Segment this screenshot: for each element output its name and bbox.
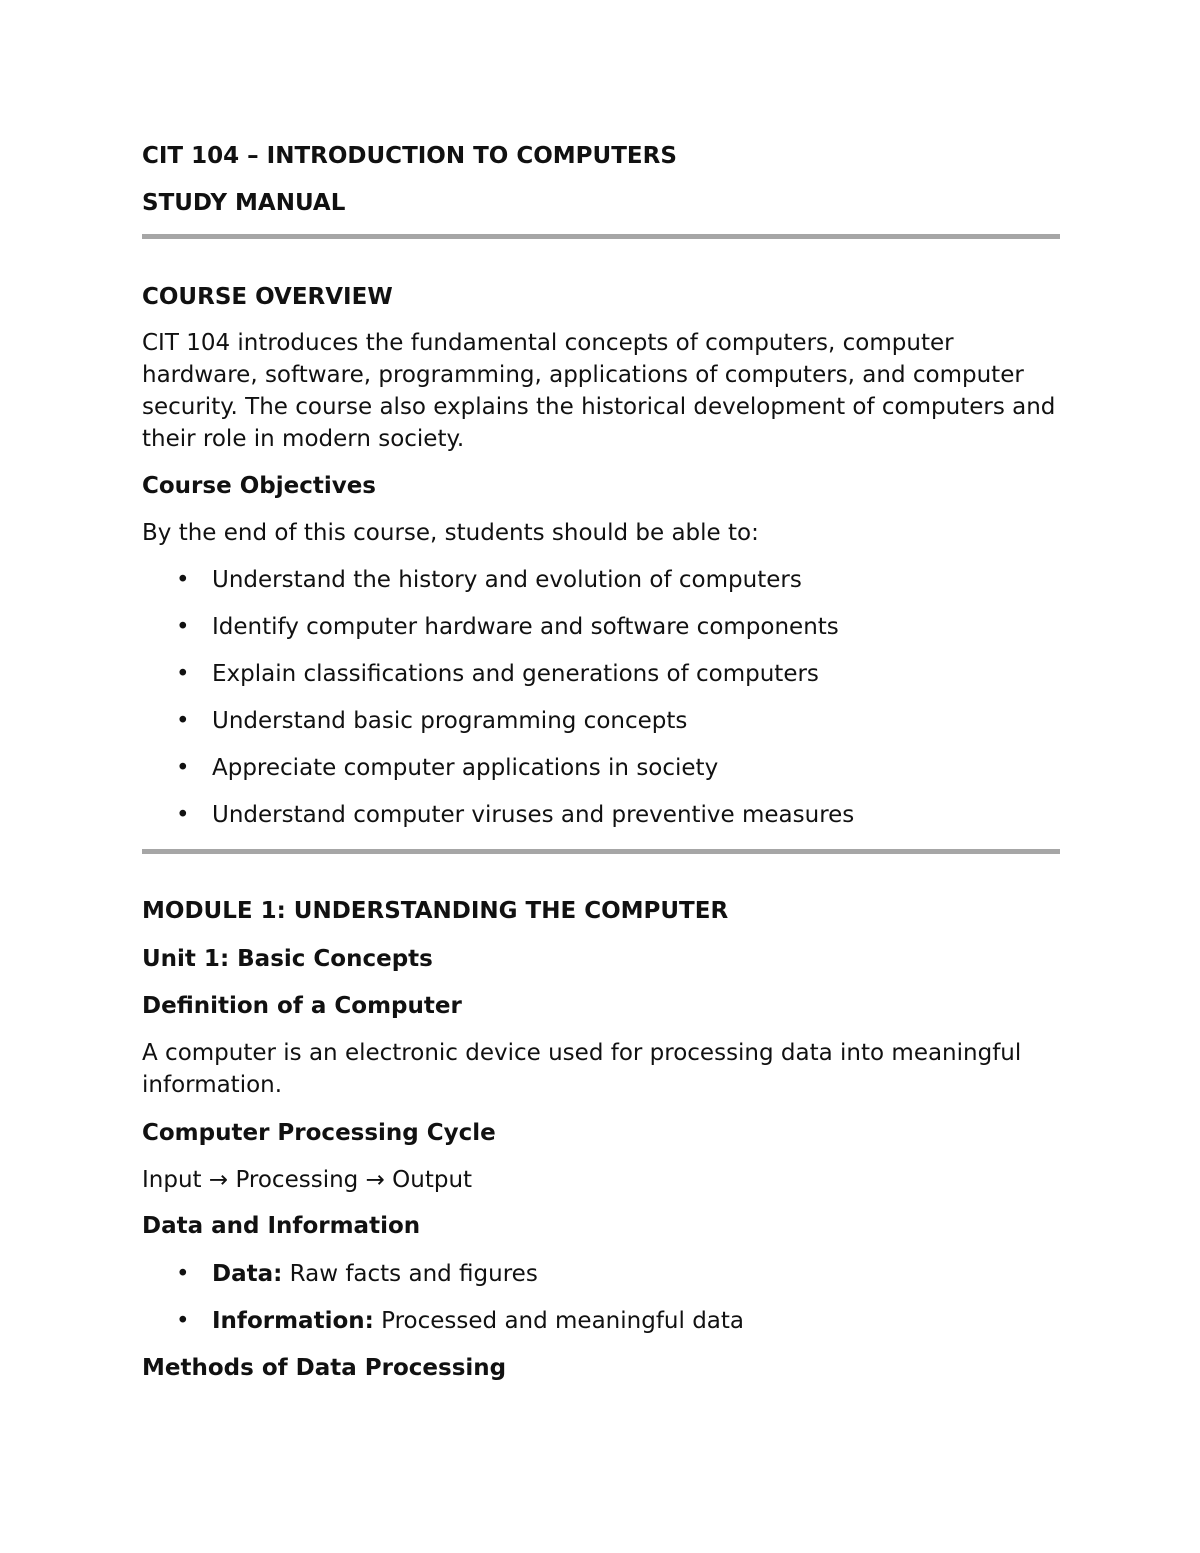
bullet-icon: • xyxy=(176,708,190,734)
definition-text: A computer is an electronic device used for processing data into meaningful information. xyxy=(142,1040,1022,1098)
divider-middle xyxy=(142,849,1060,854)
list-item: • Information: Processed and meaningful data xyxy=(142,1305,1060,1337)
term-data: Data: xyxy=(212,1261,283,1287)
data-info-heading: Data and Information xyxy=(142,1213,421,1239)
list-item: • Understand basic programming concepts xyxy=(142,705,1060,737)
list-item: • Understand the history and evolution of computers xyxy=(142,564,1060,596)
bullet-icon: • xyxy=(176,1308,190,1334)
objectives-list xyxy=(142,564,1060,831)
list-item: • Explain classifications and generations of computers xyxy=(142,658,1060,690)
divider-top xyxy=(142,234,1060,239)
definition-heading: Definition of a Computer xyxy=(142,993,462,1019)
overview-paragraph: CIT 104 introduces the fundamental concepts of computers, computer hardware, software, programming, applications of computers, and computer security. The course also explains the historical development of computers and their role in modern society. xyxy=(142,330,1056,452)
cycle-text: Input → Processing → Output xyxy=(142,1167,473,1193)
document-subtitle: STUDY MANUAL xyxy=(142,190,346,216)
objectives-intro: By the end of this course, students should be able to: xyxy=(142,520,759,546)
objectives-heading: Course Objectives xyxy=(142,473,376,499)
bullet-icon: • xyxy=(176,755,190,781)
term-information: Information: xyxy=(212,1308,374,1334)
data-info-list xyxy=(142,1258,1060,1337)
cycle-heading: Computer Processing Cycle xyxy=(142,1120,496,1146)
document-title: CIT 104 – INTRODUCTION TO COMPUTERS xyxy=(142,143,677,169)
bullet-icon: • xyxy=(176,661,190,687)
list-item: • Appreciate computer applications in society xyxy=(142,752,1060,784)
unit-heading: Unit 1: Basic Concepts xyxy=(142,946,433,972)
overview-heading: COURSE OVERVIEW xyxy=(142,284,393,310)
bullet-icon: • xyxy=(176,1261,190,1287)
bullet-icon: • xyxy=(176,802,190,828)
bullet-icon: • xyxy=(176,614,190,640)
bullet-icon: • xyxy=(176,567,190,593)
list-item: • Understand computer viruses and preventive measures xyxy=(142,799,1060,831)
list-item: • Data: Raw facts and figures xyxy=(142,1258,1060,1290)
methods-heading: Methods of Data Processing xyxy=(142,1355,507,1381)
module-heading: MODULE 1: UNDERSTANDING THE COMPUTER xyxy=(142,898,729,924)
list-item: • Identify computer hardware and software components xyxy=(142,611,1060,643)
